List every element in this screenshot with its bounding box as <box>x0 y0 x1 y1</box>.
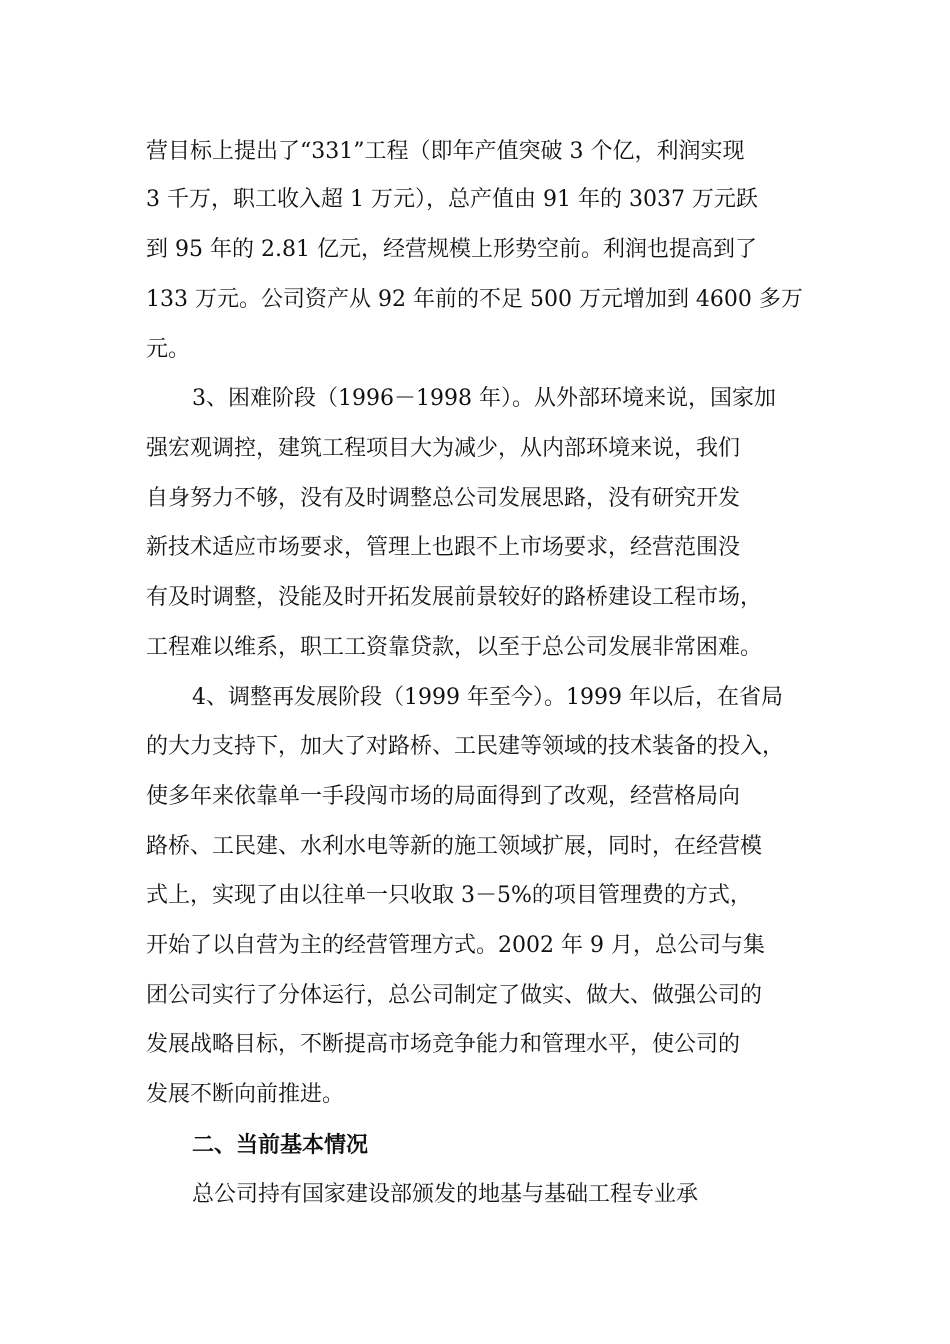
text-line: 发展不断向前推进。 <box>146 1082 345 1107</box>
paragraph-first-line: 3、困难阶段（1996－1998 年）。从外部环境来说，国家加 <box>192 386 776 411</box>
text-line: 团公司实行了分体运行，总公司制定了做实、做大、做强公司的 <box>146 983 763 1008</box>
paragraph-first-line: 总公司持有国家建设部颁发的地基与基础工程专业承 <box>192 1182 699 1207</box>
text-line: 自身努力不够，没有及时调整总公司发展思路，没有研究开发 <box>146 486 741 511</box>
text-line: 有及时调整，没能及时开拓发展前景较好的路桥建设工程市场， <box>146 585 763 610</box>
text-line: 工程难以维系，职工工资靠贷款，以至于总公司发展非常困难。 <box>146 635 763 660</box>
text-line: 的大力支持下，加大了对路桥、工民建等领域的技术装备的投入， <box>146 734 785 759</box>
text-line: 新技术适应市场要求，管理上也跟不上市场要求，经营范围没 <box>146 535 741 560</box>
text-line: 发展战略目标，不断提高市场竞争能力和管理水平，使公司的 <box>146 1032 741 1057</box>
text-line: 3 千万，职工收入超 1 万元），总产值由 91 年的 3037 万元跃 <box>146 187 758 212</box>
text-line: 式上，实现了由以往单一只收取 3－5%的项目管理费的方式， <box>146 883 752 908</box>
paragraph-first-line: 4、调整再发展阶段（1999 年至今）。1999 年以后，在省局 <box>192 685 783 710</box>
text-line: 开始了以自营为主的经营管理方式。2002 年 9 月，总公司与集 <box>146 933 765 958</box>
text-line: 使多年来依靠单一手段闯市场的局面得到了改观，经营格局向 <box>146 784 741 809</box>
text-line: 强宏观调控，建筑工程项目大为减少，从内部环境来说，我们 <box>146 436 741 461</box>
text-line: 元。 <box>146 337 191 362</box>
section-heading: 二、当前基本情况 <box>192 1132 369 1158</box>
text-line: 到 95 年的 2.81 亿元，经营规模上形势空前。利润也提高到了 <box>146 237 757 262</box>
text-line: 路桥、工民建、水利水电等新的施工领域扩展，同时，在经营模 <box>146 834 763 859</box>
text-line: 133 万元。公司资产从 92 年前的不足 500 万元增加到 4600 多万 <box>146 287 803 312</box>
text-line: 营目标上提出了“331”工程（即年产值突破 3 个亿，利润实现 <box>146 139 745 164</box>
